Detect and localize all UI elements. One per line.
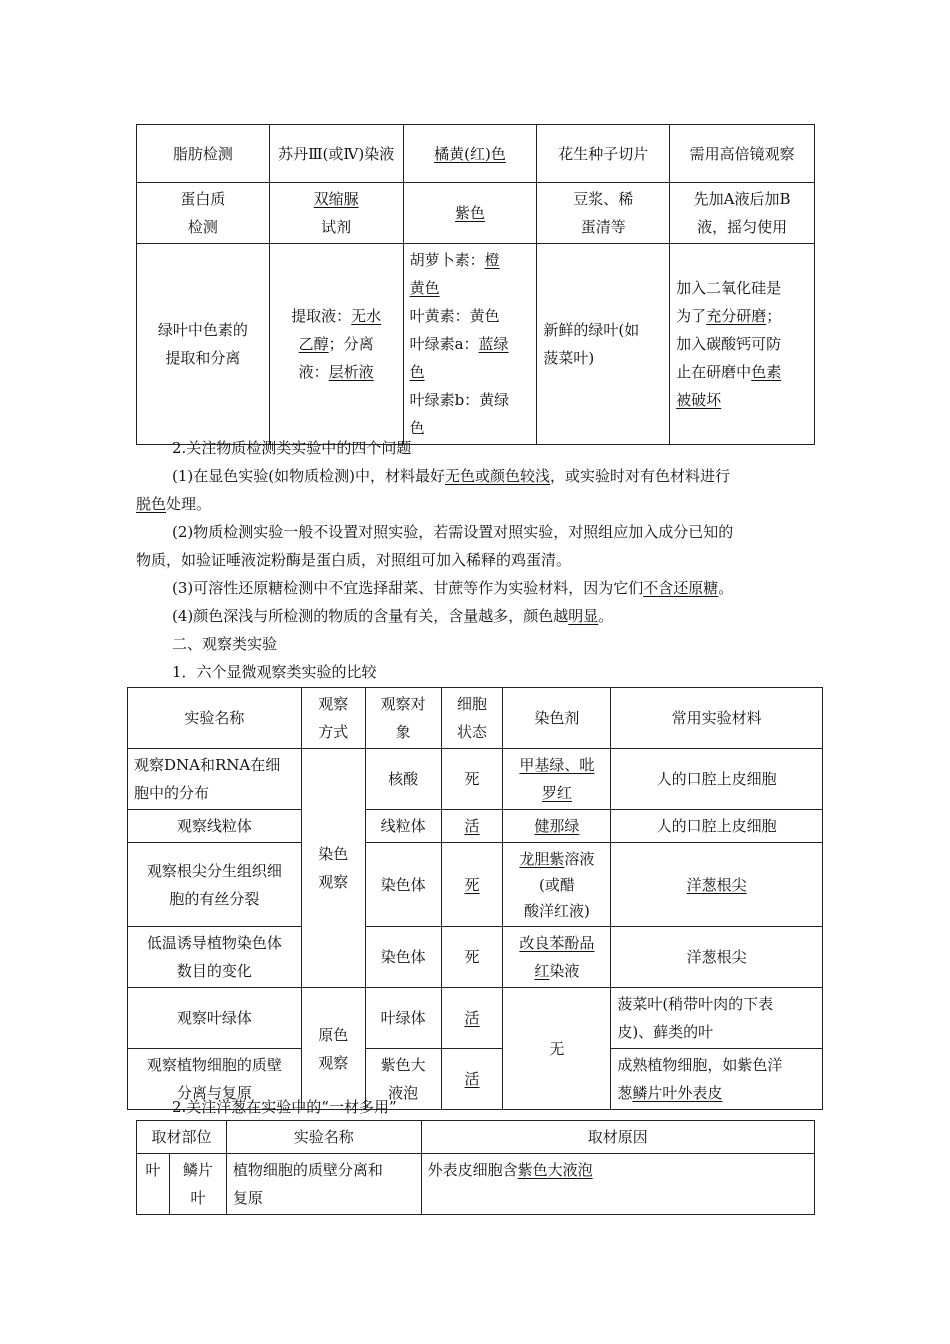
answer-text: 色素 [751, 363, 782, 381]
table-row [137, 1121, 815, 1154]
table-cell: 需用高倍镜观察 [670, 125, 815, 183]
table-cell: 苏丹Ⅲ(或Ⅳ)染液 [269, 125, 403, 183]
table-cell: 染色体 [365, 843, 441, 927]
table-cell [537, 244, 670, 445]
table-cell [503, 749, 611, 810]
text-span: 处理。 [166, 495, 212, 513]
answer-text: 脱色 [136, 495, 167, 513]
cell-text: ；分离 [328, 335, 374, 353]
table-cell: 观察线粒体 [128, 810, 302, 843]
table-cell [537, 183, 670, 244]
table-cell: 无 [503, 988, 611, 1110]
answer-text: 黄色 [409, 279, 440, 297]
answer-text: 红 [534, 962, 550, 980]
cell-line: 紫色大 [380, 1056, 426, 1074]
cell-line: 观察 [318, 873, 349, 891]
subsection-heading: 1．六个显微观察类实验的比较 [172, 663, 377, 681]
cell-line: 试剂 [321, 218, 352, 236]
table-cell [441, 688, 503, 749]
microscopy-table [127, 687, 823, 1110]
table-cell: 死 [441, 927, 503, 988]
answer-text: 龙胆紫 [519, 849, 565, 868]
table-row [128, 927, 823, 988]
paragraph: (2)物质检测实验一般不设置对照实验，若需设置对照实验，对照组应加入成分已知的 [172, 523, 734, 541]
cell-line: 菠菜叶(稍带叶肉的下表 [617, 995, 774, 1013]
cell-line: 状态 [457, 723, 488, 741]
table-cell: 取材部位 [137, 1121, 227, 1154]
answer-text: 不含还原糖 [643, 579, 719, 597]
text-span: 。 [718, 579, 734, 597]
answer-text: 健那绿 [534, 817, 580, 835]
cell-line: 复原 [232, 1189, 263, 1207]
cell-text: 叶绿素b：黄绿 [409, 391, 510, 409]
answer-text: 橘黄(红)色 [434, 144, 506, 163]
cell-line: 酸洋红液) [523, 901, 590, 920]
cell-line: 先加A液后加B [693, 190, 791, 208]
paragraph [172, 574, 733, 602]
cell-line: 观察根尖分生组织细 [146, 861, 282, 880]
table-row [137, 183, 815, 244]
cell-line: 观察植物细胞的质壁 [146, 1056, 282, 1074]
table-cell [441, 843, 503, 927]
table-cell: 人的口腔上皮细胞 [611, 749, 823, 810]
cell-line: 象 [395, 723, 411, 741]
cell-line: 细胞 [457, 695, 488, 713]
table-cell [503, 843, 611, 927]
answer-text: 双缩脲 [313, 190, 359, 208]
cell-line: 鳞片 [182, 1161, 213, 1179]
answer-text: 色 [409, 363, 425, 381]
table-cell [169, 1154, 226, 1215]
table-cell: 常用实验材料 [611, 688, 823, 749]
cell-line: 皮)、藓类的叶 [617, 1023, 714, 1041]
cell-line: 菠菜叶) [543, 349, 595, 367]
table-cell [670, 183, 815, 244]
text-span: 。 [598, 607, 614, 625]
table-cell [269, 183, 403, 244]
table-cell [611, 1049, 823, 1110]
answer-text: 改良苯酚品 [519, 934, 595, 952]
text-span: (3)可溶性还原糖检测中不宜选择甜菜、甘蔗等作为实验材料，因为它们 [172, 579, 644, 597]
cell-text: 叶黄素：黄色 [409, 307, 500, 325]
cell-text: 色 [409, 419, 425, 437]
cell-line: 观察 [318, 1053, 349, 1072]
table-cell: 取材原因 [421, 1121, 814, 1154]
table-cell: 实验名称 [128, 688, 302, 749]
cell-text: 止在研磨中 [676, 363, 752, 381]
cell-line: 液泡 [388, 1084, 419, 1102]
answer-text: 活 [464, 1070, 480, 1088]
answer-text: 甲基绿、吡 [519, 756, 595, 774]
answer-text: 层析液 [328, 363, 374, 381]
paragraph [136, 490, 211, 518]
table-cell [365, 688, 441, 749]
cell-text: 叶绿素a： [409, 335, 479, 353]
table-cell: 染色体 [365, 927, 441, 988]
table-cell [403, 244, 537, 445]
cell-line: 原色 [318, 1025, 349, 1044]
table-cell [403, 183, 537, 244]
table-row [128, 749, 823, 810]
cell-line: 提取和分离 [165, 349, 241, 367]
answer-text: 活 [464, 817, 480, 835]
table-cell [226, 1154, 421, 1215]
cell-line: 叶 [190, 1189, 206, 1207]
answer-text: 充分研磨 [706, 307, 767, 325]
table-cell: 实验名称 [226, 1121, 421, 1154]
table-cell: 观察叶绿体 [128, 988, 302, 1049]
cell-line: (或醋 [538, 875, 575, 894]
cell-line: 液，摇匀使用 [697, 218, 788, 236]
table-cell [403, 125, 537, 183]
cell-line: 观察对 [380, 695, 426, 713]
cell-line: 观察 [318, 695, 349, 713]
answer-text: 明显 [568, 607, 599, 625]
cell-line: 绿叶中色素的 [157, 321, 248, 339]
cell-line: 植物细胞的质壁分离和 [232, 1161, 383, 1179]
cell-line: 低温诱导植物染色体 [146, 934, 282, 952]
table-cell: 线粒体 [365, 810, 441, 843]
cell-text: 为了 [676, 307, 707, 325]
text-span: (4)颜色深浅与所检测的物质的含量有关，含量越多，颜色越 [172, 607, 569, 625]
table-cell [128, 843, 302, 927]
cell-line: 胞的有丝分裂 [169, 889, 260, 908]
table-cell: 染色剂 [503, 688, 611, 749]
answer-text: 死 [464, 875, 480, 894]
table-cell: 叶 [137, 1154, 170, 1215]
answer-text: 鳞片叶外表皮 [632, 1084, 723, 1102]
table-cell [301, 749, 365, 988]
text-span: ，或实验时对有色材料进行 [549, 467, 730, 485]
table-row [137, 244, 815, 445]
cell-text: 提取液： [291, 307, 352, 325]
paragraph: 物质，如验证唾液淀粉酶是蛋白质，对照组可加入稀释的鸡蛋清。 [136, 551, 572, 569]
answer-text: 乙醇 [298, 335, 329, 353]
table-cell [269, 244, 403, 445]
table-cell [611, 988, 823, 1049]
cell-line: 成熟植物细胞，如紫色洋 [617, 1056, 783, 1074]
paragraph [172, 462, 730, 490]
answer-text: 紫色 [454, 204, 485, 222]
table-cell: 脂肪检测 [137, 125, 270, 183]
table-cell [128, 749, 302, 810]
answer-text: 被破坏 [676, 391, 722, 409]
table-cell [503, 927, 611, 988]
paragraph [172, 602, 613, 630]
table-row [128, 810, 823, 843]
table-cell: 核酸 [365, 749, 441, 810]
answer-text: 活 [464, 1009, 480, 1027]
cell-text: 加入碳酸钙可防 [676, 335, 782, 353]
table-cell: 叶绿体 [365, 988, 441, 1049]
table-cell [611, 843, 823, 927]
table-cell: 死 [441, 749, 503, 810]
table-cell [441, 1049, 503, 1110]
table-cell [441, 988, 503, 1049]
answer-text: 蓝绿 [478, 335, 509, 353]
table-cell [301, 688, 365, 749]
cell-line: 胞中的分布 [134, 784, 210, 802]
table-row [128, 843, 823, 927]
answer-text: 洋葱根尖 [686, 875, 747, 894]
reagent-table [136, 124, 815, 445]
table-cell [670, 244, 815, 445]
cell-line: 分离与复原 [176, 1084, 252, 1102]
cell-line: 蛋清等 [580, 218, 626, 236]
table-cell: 花生种子切片 [537, 125, 670, 183]
cell-text: 葱 [617, 1084, 633, 1102]
cell-text: 液： [298, 363, 329, 381]
cell-text: 外表皮细胞含 [427, 1161, 518, 1179]
table-cell [301, 988, 365, 1110]
table-row [137, 125, 815, 183]
answer-text: 无水 [351, 307, 382, 325]
table-row [128, 988, 823, 1049]
cell-line: 蛋白质 [180, 190, 226, 208]
section-heading: 二、观察类实验 [172, 635, 278, 653]
table-row [137, 1154, 815, 1215]
table-cell: 人的口腔上皮细胞 [611, 810, 823, 843]
table-cell [137, 183, 270, 244]
cell-text: 染液 [549, 962, 580, 980]
cell-line: 豆浆、稀 [573, 190, 634, 208]
table-row [128, 688, 823, 749]
section-heading: 2.关注物质检测类实验中的四个问题 [172, 439, 412, 457]
table-cell [137, 244, 270, 445]
subsection-heading: 2.关注洋葱在实验中的“一材多用” [172, 1098, 397, 1116]
onion-usage-table [136, 1120, 815, 1215]
cell-text: ； [766, 307, 782, 325]
cell-text: 加入二氧化硅是 [676, 279, 782, 297]
table-cell [441, 810, 503, 843]
cell-text: 胡萝卜素： [409, 251, 485, 269]
answer-text: 罗红 [541, 784, 572, 802]
table-cell [421, 1154, 814, 1215]
answer-text: 橙 [484, 251, 500, 269]
cell-text: 溶液 [564, 849, 595, 868]
table-cell [128, 927, 302, 988]
cell-line: 方式 [318, 723, 349, 741]
cell-line: 数目的变化 [176, 962, 252, 980]
cell-line: 观察DNA和RNA在细 [134, 756, 281, 774]
cell-line: 检测 [187, 218, 218, 236]
answer-text: 无色或颜色较浅 [444, 467, 550, 485]
cell-line: 染色 [318, 845, 349, 863]
text-span: (1)在显色实验(如物质检测)中，材料最好 [172, 467, 445, 485]
answer-text: 紫色大液泡 [517, 1161, 593, 1179]
cell-line: 新鲜的绿叶(如 [543, 321, 640, 339]
table-cell [503, 810, 611, 843]
table-cell: 洋葱根尖 [611, 927, 823, 988]
